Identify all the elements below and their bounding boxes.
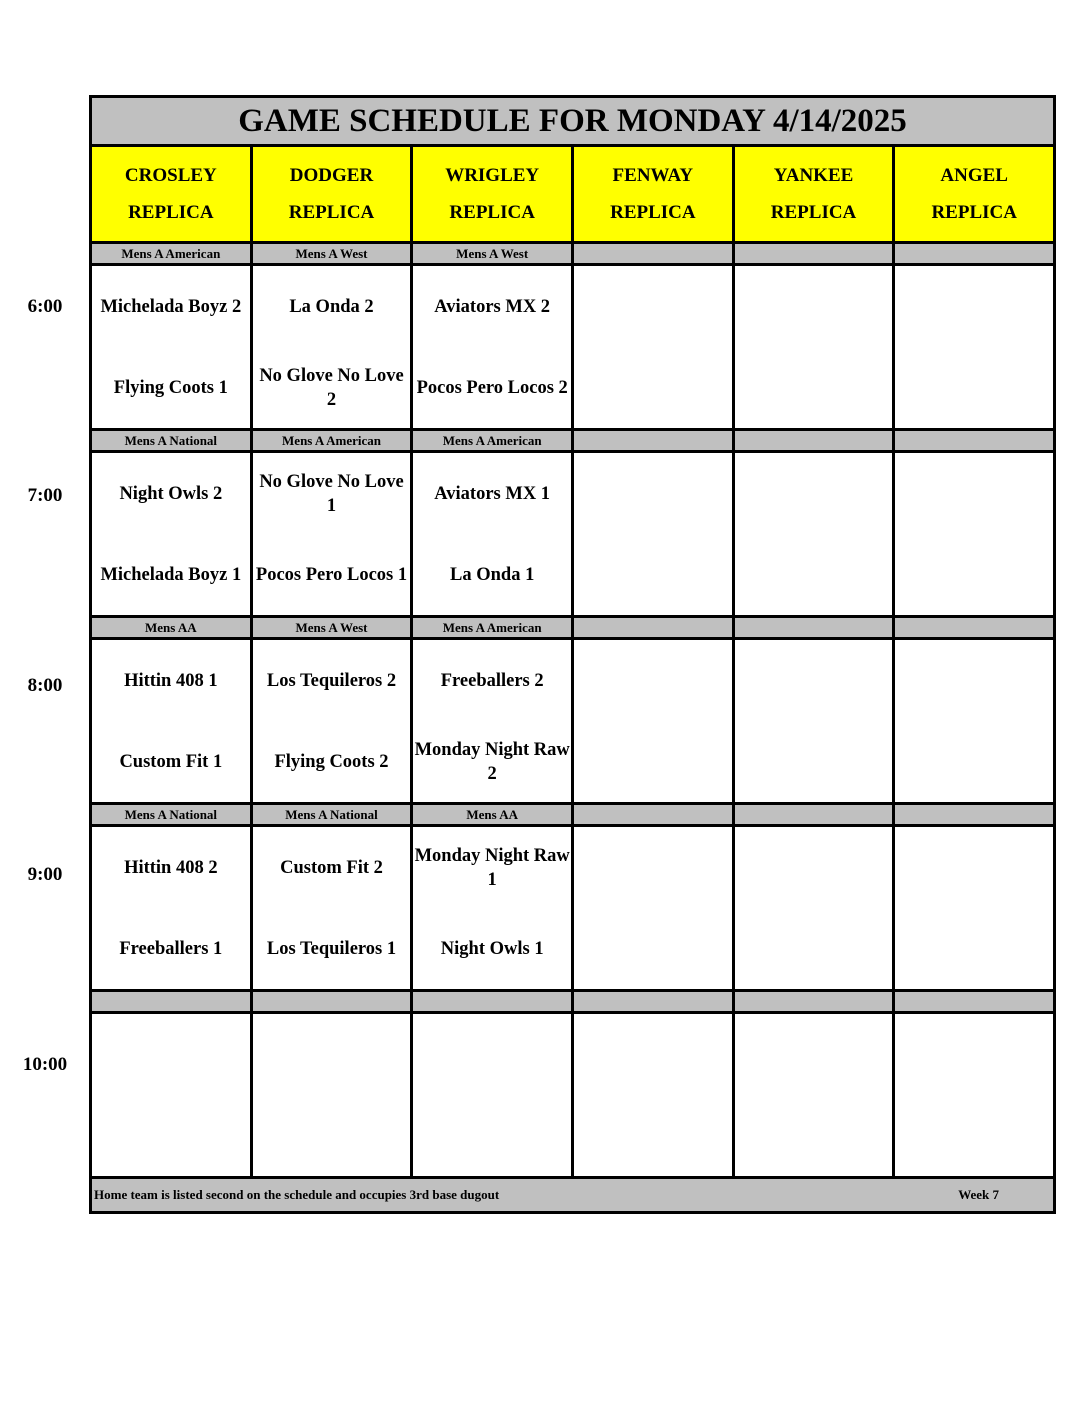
- game-cell: [253, 453, 414, 615]
- away-team: Custom Fit 2: [280, 857, 383, 878]
- home-team: [574, 908, 732, 989]
- schedule-sheet: [89, 95, 1056, 1214]
- field-header: [413, 147, 574, 241]
- away-team: [92, 1014, 250, 1095]
- division-row: [92, 244, 1053, 266]
- field-name: DODGER: [289, 165, 374, 186]
- game-slot-row: [92, 1014, 1053, 1179]
- away-team: No Glove No Love 1: [259, 471, 404, 516]
- division-label: [574, 618, 735, 637]
- division-label: [574, 431, 735, 450]
- game-cell: [735, 453, 896, 615]
- home-team: [735, 534, 893, 615]
- away-team: Night Owls 2: [119, 483, 223, 504]
- division-label: [895, 431, 1053, 450]
- field-sub: REPLICA: [288, 202, 375, 223]
- division-label: [92, 992, 253, 1011]
- away-team: Hittin 408 2: [124, 857, 218, 878]
- home-team: [895, 534, 1053, 615]
- division-label: [895, 618, 1053, 637]
- page-title: GAME SCHEDULE FOR MONDAY 4/14/2025: [92, 98, 1053, 147]
- home-team: [735, 721, 893, 802]
- home-team: No Glove No Love 2: [259, 365, 404, 410]
- home-team: Michelada Boyz 1: [100, 564, 242, 585]
- away-team: Los Tequileros 2: [266, 670, 397, 691]
- division-label: [574, 805, 735, 824]
- division-label: [574, 992, 735, 1011]
- game-cell: [735, 640, 896, 802]
- away-team: [735, 827, 893, 908]
- game-cell: [895, 453, 1053, 615]
- home-team: Freeballers 1: [119, 938, 223, 959]
- game-cell: [895, 1014, 1053, 1176]
- division-label: Mens A West: [253, 618, 414, 637]
- field-name: ANGEL: [940, 165, 1008, 186]
- home-team: [574, 534, 732, 615]
- away-team: Freeballers 2: [440, 670, 544, 691]
- division-label: [735, 805, 896, 824]
- away-team: [895, 640, 1053, 721]
- home-team: Pocos Pero Locos 1: [255, 564, 408, 585]
- home-team: [735, 1095, 893, 1176]
- away-team: [735, 640, 893, 721]
- division-label: [735, 431, 896, 450]
- field-name: CROSLEY: [124, 165, 217, 186]
- away-team: [895, 1014, 1053, 1095]
- division-label: Mens A National: [92, 805, 253, 824]
- away-team: Hittin 408 1: [124, 670, 218, 691]
- division-label: [413, 992, 574, 1011]
- home-team: [895, 721, 1053, 802]
- away-team: [413, 1014, 571, 1095]
- home-team: [895, 1095, 1053, 1176]
- game-slot-row: [92, 827, 1053, 992]
- field-name: YANKEE: [773, 165, 854, 186]
- time-label: 8:00: [27, 675, 63, 696]
- away-team: Monday Night Raw 1: [414, 845, 570, 890]
- game-cell: [253, 1014, 414, 1176]
- division-row: [92, 618, 1053, 640]
- division-label: [895, 992, 1053, 1011]
- field-header: [735, 147, 896, 241]
- away-team: [895, 266, 1053, 347]
- game-slot-row: [92, 453, 1053, 618]
- game-cell: [574, 1014, 735, 1176]
- away-team: [253, 1014, 411, 1095]
- home-team: [895, 347, 1053, 428]
- home-team: [735, 908, 893, 989]
- game-cell: [413, 266, 574, 428]
- away-team: Michelada Boyz 2: [100, 296, 242, 317]
- division-row: [92, 805, 1053, 827]
- home-team: [92, 1095, 250, 1176]
- game-cell: [574, 640, 735, 802]
- game-slot-row: [92, 640, 1053, 805]
- week-label: Week 7: [958, 1187, 999, 1202]
- field-header: [895, 147, 1053, 241]
- game-cell: [92, 827, 253, 989]
- game-slot-row: [92, 266, 1053, 431]
- game-cell: [253, 827, 414, 989]
- time-label: 6:00: [27, 296, 63, 317]
- division-label: Mens A American: [253, 431, 414, 450]
- away-team: Aviators MX 2: [434, 296, 551, 317]
- game-cell: [895, 266, 1053, 428]
- division-label: Mens A West: [253, 244, 414, 263]
- time-label: 7:00: [27, 485, 63, 506]
- division-label: Mens A National: [253, 805, 414, 824]
- home-team: [574, 1095, 732, 1176]
- away-team: [895, 827, 1053, 908]
- division-label: [735, 244, 896, 263]
- home-team: Los Tequileros 1: [266, 938, 397, 959]
- home-team: [574, 721, 732, 802]
- field-sub: REPLICA: [449, 202, 535, 223]
- home-team: Monday Night Raw 2: [414, 739, 570, 784]
- field-header-row: [92, 147, 1053, 244]
- game-cell: [92, 1014, 253, 1176]
- away-team: [574, 640, 732, 721]
- game-cell: [735, 827, 896, 989]
- field-header: [574, 147, 735, 241]
- game-cell: [253, 640, 414, 802]
- home-team: [895, 908, 1053, 989]
- time-column: [0, 0, 90, 1408]
- home-team: [413, 1095, 571, 1176]
- home-team: Night Owls 1: [440, 938, 544, 959]
- time-label: 9:00: [27, 864, 63, 885]
- game-cell: [92, 453, 253, 615]
- field-header: [253, 147, 414, 241]
- away-team: [895, 453, 1053, 534]
- game-cell: [253, 266, 414, 428]
- game-cell: [574, 453, 735, 615]
- home-team: Pocos Pero Locos 2: [416, 377, 568, 398]
- away-team: [574, 1014, 732, 1095]
- division-label: Mens A American: [413, 618, 574, 637]
- game-cell: [413, 453, 574, 615]
- field-sub: REPLICA: [128, 202, 214, 223]
- field-sub: REPLICA: [931, 202, 1017, 223]
- game-cell: [413, 1014, 574, 1176]
- division-row: [92, 431, 1053, 453]
- division-row: [92, 992, 1053, 1014]
- away-team: [735, 453, 893, 534]
- home-team: [253, 1095, 411, 1176]
- division-label: Mens A West: [413, 244, 574, 263]
- game-cell: [895, 827, 1053, 989]
- division-label: [574, 244, 735, 263]
- footer-note: Home team is listed second on the schedule and occupies 3rd base dugout: [94, 1187, 500, 1202]
- division-label: Mens A American: [92, 244, 253, 263]
- division-label: Mens AA: [413, 805, 574, 824]
- home-team: La Onda 1: [450, 564, 535, 585]
- away-team: [574, 453, 732, 534]
- home-team: Custom Fit 1: [119, 751, 223, 772]
- field-header: [92, 147, 253, 241]
- away-team: [735, 1014, 893, 1095]
- footer: [92, 1179, 1053, 1211]
- game-cell: [413, 640, 574, 802]
- division-label: [735, 618, 896, 637]
- division-label: Mens AA: [92, 618, 253, 637]
- division-label: [895, 805, 1053, 824]
- game-cell: [574, 827, 735, 989]
- division-label: Mens A National: [92, 431, 253, 450]
- game-cell: [735, 266, 896, 428]
- away-team: La Onda 2: [289, 296, 374, 317]
- game-cell: [895, 640, 1053, 802]
- division-label: [253, 992, 414, 1011]
- away-team: [574, 827, 732, 908]
- field-sub: REPLICA: [610, 202, 696, 223]
- game-cell: [92, 266, 253, 428]
- home-team: [574, 347, 732, 428]
- home-team: Flying Coots 1: [113, 377, 228, 398]
- game-cell: [735, 1014, 896, 1176]
- field-sub: REPLICA: [770, 202, 857, 223]
- home-team: [735, 347, 893, 428]
- home-team: Flying Coots 2: [274, 751, 389, 772]
- game-cell: [413, 827, 574, 989]
- field-name: WRIGLEY: [445, 165, 540, 186]
- away-team: [735, 266, 893, 347]
- away-team: Aviators MX 1: [434, 483, 551, 504]
- division-label: [735, 992, 896, 1011]
- time-label: 10:00: [22, 1054, 68, 1075]
- field-name: FENWAY: [612, 165, 694, 186]
- game-cell: [574, 266, 735, 428]
- game-cell: [92, 640, 253, 802]
- away-team: [574, 266, 732, 347]
- division-label: [895, 244, 1053, 263]
- division-label: Mens A American: [413, 431, 574, 450]
